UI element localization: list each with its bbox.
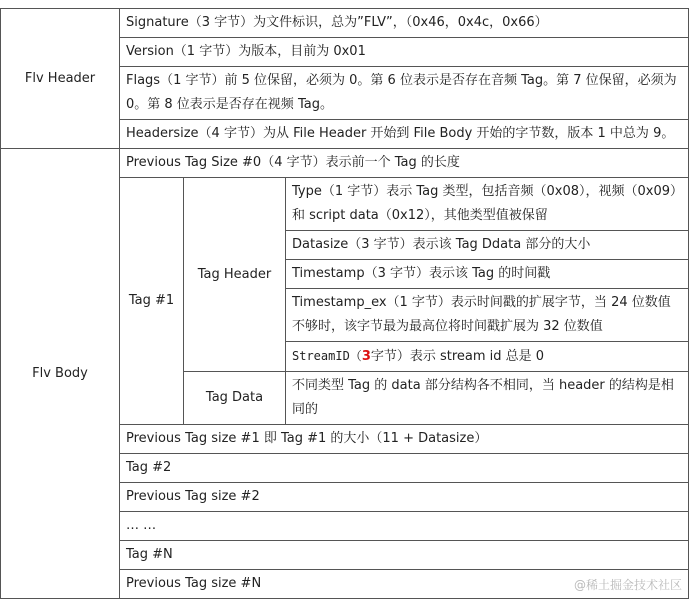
tag-n-cell: Tag #N <box>120 541 689 570</box>
headersize-cell: Headersize（4 字节）为从 File Header 开始到 File Body 开始的字节数，版本 1 中总为 9。 <box>120 120 689 149</box>
tag-data-label: Tag Data <box>184 372 286 425</box>
signature-cell: Signature（3 字节）为文件标识，总为”FLV”，（0x46，0x4c，0x66） <box>120 9 689 38</box>
streamid-num: 3 <box>361 349 371 364</box>
flv-structure-table-wrap <box>0 8 689 599</box>
prev-tag-size-2-cell: Previous Tag size #2 <box>120 483 689 512</box>
body-row-prev-tag-size-0 <box>1 149 689 178</box>
version-cell: Version（1 字节）为版本，目前为 0x01 <box>120 38 689 67</box>
tag-data-cell: 不同类型 Tag 的 data 部分结构各不相同，当 header 的结构是相同的 <box>286 372 689 425</box>
tag-header-label: Tag Header <box>184 178 286 372</box>
timestamp-ex-cell: Timestamp_ex（1 字节）表示时间戳的扩展字节，当 24 位数值不够时，该字节最为最高位将时间戳扩展为 32 位数值 <box>286 289 689 342</box>
streamid-cell <box>286 342 689 372</box>
prev-tag-size-1-cell: Previous Tag size #1 即 Tag #1 的大小（11 + Datasize） <box>120 425 689 454</box>
streamid-suffix: 字节）表示 stream id 总是 0 <box>370 349 545 364</box>
flags-cell: Flags（1 字节）前 5 位保留，必须为 0。第 6 位表示是否存在音频 Tag。第 7 位保留，必须为 0。第 8 位表示是否存在视频 Tag。 <box>120 67 689 120</box>
flv-body-label: Flv Body <box>1 149 120 599</box>
prev-tag-size-0-cell: Previous Tag Size #0（4 字节）表示前一个 Tag 的长度 <box>120 149 689 178</box>
prev-tag-size-n-cell: Previous Tag size #N <box>120 570 689 599</box>
flv-header-label: Flv Header <box>1 9 120 149</box>
datasize-cell: Datasize（3 字节）表示该 Tag Ddata 部分的大小 <box>286 231 689 260</box>
ellipsis-cell: … … <box>120 512 689 541</box>
tag2-cell: Tag #2 <box>120 454 689 483</box>
type-cell: Type（1 字节）表示 Tag 类型，包括音频（0x08），视频（0x09）和 script data（0x12），其他类型值被保留 <box>286 178 689 231</box>
timestamp-cell: Timestamp（3 字节）表示该 Tag 的时间戳 <box>286 260 689 289</box>
watermark: @稀土掘金技术社区 <box>573 578 682 592</box>
tag1-label: Tag #1 <box>120 178 184 425</box>
header-row-signature <box>1 9 689 38</box>
streamid-prefix: StreamID（ <box>292 349 362 363</box>
flv-structure-table <box>0 8 689 599</box>
